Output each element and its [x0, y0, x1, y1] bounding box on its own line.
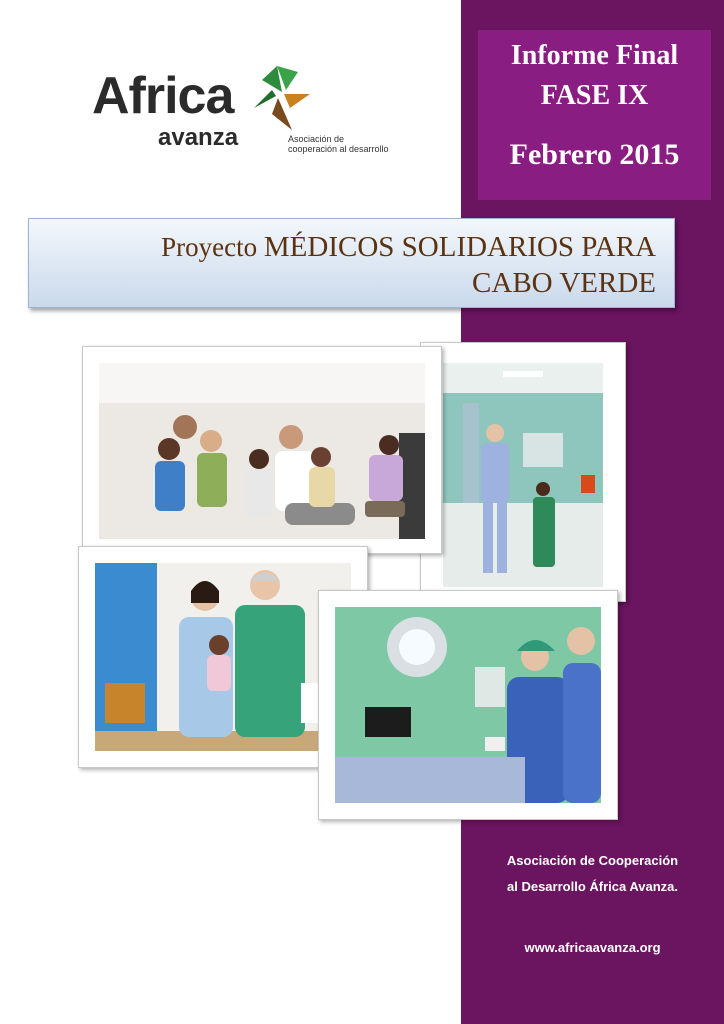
- report-date: Febrero 2015: [509, 138, 680, 171]
- logo-tagline-1: Asociación de: [288, 134, 345, 144]
- surgery-image: [335, 607, 601, 803]
- banner-line1: MÉDICOS SOLIDARIOS PARA: [263, 231, 656, 263]
- footer-organization: [480, 848, 705, 900]
- banner-prefix: Proyecto: [161, 232, 258, 262]
- star-icon: [242, 64, 312, 134]
- logo: [92, 64, 412, 164]
- report-title: Informe Final: [510, 40, 679, 71]
- doctors-baby-image: [95, 563, 351, 751]
- photo-hospital-corridor: [420, 342, 626, 602]
- report-phase: FASE IX: [540, 80, 649, 111]
- logo-wordmark: Africa: [92, 67, 234, 125]
- logo-tagline: [288, 134, 418, 155]
- corridor-image: [443, 363, 603, 587]
- project-banner: [28, 218, 675, 308]
- footer-org-line2: al Desarrollo África Avanza.: [507, 879, 678, 894]
- footer-org-line1: Asociación de Cooperación: [506, 853, 679, 868]
- children-image: [99, 363, 425, 539]
- logo-subtitle: avanza: [158, 124, 239, 151]
- footer-website-link[interactable]: www.africaavanza.org: [524, 940, 661, 955]
- banner-line2: CABO VERDE: [472, 267, 656, 299]
- photo-children-group: [82, 346, 442, 554]
- report-title-box: [478, 30, 711, 200]
- photo-surgery-room: [318, 590, 618, 820]
- logo-tagline-2: cooperación al desarrollo: [288, 144, 389, 155]
